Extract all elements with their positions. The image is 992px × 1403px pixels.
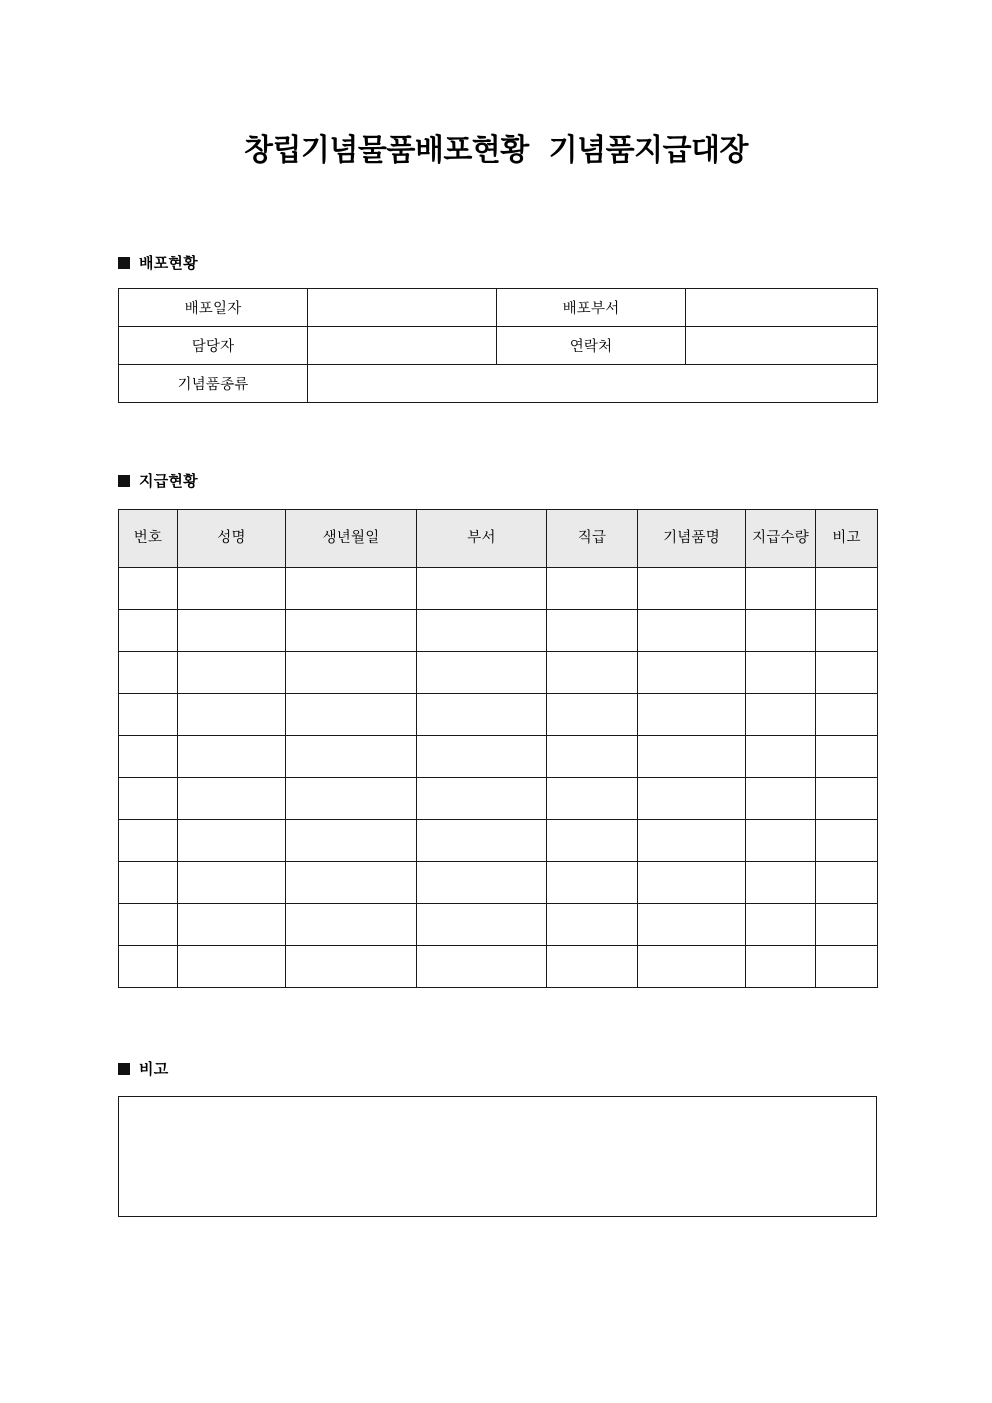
table-cell[interactable] [119, 946, 178, 988]
table-cell[interactable] [547, 610, 638, 652]
column-header-department: 부서 [417, 510, 547, 568]
table-cell[interactable] [746, 778, 816, 820]
table-cell[interactable] [119, 736, 178, 778]
table-cell[interactable] [638, 568, 746, 610]
table-row [119, 610, 878, 652]
distribution-table [118, 288, 878, 403]
section-heading-distribution [118, 252, 198, 273]
table-cell[interactable] [417, 904, 547, 946]
table-cell[interactable] [286, 736, 417, 778]
table-cell[interactable] [638, 652, 746, 694]
table-cell[interactable] [286, 946, 417, 988]
table-cell[interactable] [417, 568, 547, 610]
column-header-name: 성명 [178, 510, 286, 568]
table-cell[interactable] [816, 820, 878, 862]
table-row [119, 365, 878, 403]
table-cell[interactable] [746, 568, 816, 610]
payment-table [118, 509, 878, 988]
table-cell[interactable] [119, 778, 178, 820]
table-cell[interactable] [178, 946, 286, 988]
table-row [119, 289, 878, 327]
table-cell[interactable] [816, 946, 878, 988]
column-header-no: 번호 [119, 510, 178, 568]
table-cell[interactable] [746, 862, 816, 904]
table-cell[interactable] [816, 736, 878, 778]
field-value-souvenir-type[interactable] [308, 365, 878, 403]
table-cell[interactable] [638, 778, 746, 820]
table-cell[interactable] [286, 862, 417, 904]
field-label-contact: 연락처 [497, 327, 686, 365]
field-label-souvenir-type: 기념품종류 [119, 365, 308, 403]
payment-table-body [119, 568, 878, 988]
table-cell[interactable] [547, 778, 638, 820]
table-cell[interactable] [816, 862, 878, 904]
table-cell[interactable] [119, 820, 178, 862]
section-heading-remarks-label: 비고 [139, 1060, 169, 1078]
table-cell[interactable] [178, 568, 286, 610]
bullet-square-icon [118, 475, 130, 487]
table-cell[interactable] [816, 694, 878, 736]
table-cell[interactable] [286, 610, 417, 652]
section-heading-remarks [118, 1058, 168, 1079]
table-cell[interactable] [547, 862, 638, 904]
table-cell[interactable] [638, 946, 746, 988]
table-cell[interactable] [417, 820, 547, 862]
table-cell[interactable] [547, 736, 638, 778]
table-cell[interactable] [178, 820, 286, 862]
table-cell[interactable] [119, 862, 178, 904]
field-value-contact[interactable] [686, 327, 878, 365]
table-cell[interactable] [119, 694, 178, 736]
table-cell[interactable] [119, 904, 178, 946]
table-cell[interactable] [746, 904, 816, 946]
table-cell[interactable] [816, 778, 878, 820]
table-row [119, 694, 878, 736]
table-cell[interactable] [119, 568, 178, 610]
field-label-manager: 담당자 [119, 327, 308, 365]
table-row [119, 652, 878, 694]
table-cell[interactable] [286, 652, 417, 694]
column-header-quantity: 지급수량 [746, 510, 816, 568]
table-row [119, 904, 878, 946]
page-title: 창립기념물품배포현황 기념품지급대장 [243, 133, 749, 168]
table-cell[interactable] [816, 904, 878, 946]
table-row [119, 327, 878, 365]
table-cell[interactable] [746, 610, 816, 652]
bullet-square-icon [118, 257, 130, 269]
table-cell[interactable] [178, 652, 286, 694]
table-cell[interactable] [547, 694, 638, 736]
table-row [119, 568, 878, 610]
table-cell[interactable] [547, 820, 638, 862]
section-heading-distribution-label: 배포현황 [139, 254, 198, 272]
table-cell[interactable] [119, 610, 178, 652]
column-header-item-name: 기념품명 [638, 510, 746, 568]
table-cell[interactable] [638, 610, 746, 652]
table-cell[interactable] [286, 694, 417, 736]
table-cell[interactable] [417, 610, 547, 652]
section-heading-payment-label: 지급현황 [139, 472, 198, 490]
column-header-birthdate: 생년월일 [286, 510, 417, 568]
table-cell[interactable] [178, 862, 286, 904]
payment-table-header-row [119, 510, 878, 568]
table-row [119, 862, 878, 904]
table-cell[interactable] [286, 820, 417, 862]
table-row [119, 946, 878, 988]
field-value-distribution-dept[interactable] [686, 289, 878, 327]
table-cell[interactable] [816, 652, 878, 694]
table-cell[interactable] [816, 610, 878, 652]
table-cell[interactable] [178, 694, 286, 736]
table-cell[interactable] [746, 946, 816, 988]
table-cell[interactable] [286, 778, 417, 820]
table-cell[interactable] [547, 946, 638, 988]
field-value-manager[interactable] [308, 327, 497, 365]
table-cell[interactable] [417, 946, 547, 988]
table-cell[interactable] [178, 736, 286, 778]
table-cell[interactable] [417, 652, 547, 694]
table-cell[interactable] [638, 736, 746, 778]
section-heading-payment [118, 470, 198, 491]
table-cell[interactable] [547, 904, 638, 946]
table-cell[interactable] [417, 778, 547, 820]
table-cell[interactable] [746, 820, 816, 862]
table-cell[interactable] [638, 820, 746, 862]
table-cell[interactable] [638, 694, 746, 736]
remarks-textarea[interactable] [118, 1096, 877, 1217]
column-header-position: 직급 [547, 510, 638, 568]
table-cell[interactable] [547, 568, 638, 610]
table-cell[interactable] [417, 862, 547, 904]
table-cell[interactable] [746, 652, 816, 694]
table-cell[interactable] [417, 736, 547, 778]
table-cell[interactable] [286, 568, 417, 610]
table-cell[interactable] [816, 568, 878, 610]
table-cell[interactable] [746, 694, 816, 736]
bullet-square-icon [118, 1063, 130, 1075]
column-header-remarks: 비고 [816, 510, 878, 568]
field-label-distribution-date: 배포일자 [119, 289, 308, 327]
table-cell[interactable] [638, 862, 746, 904]
field-value-distribution-date[interactable] [308, 289, 497, 327]
table-cell[interactable] [746, 736, 816, 778]
field-label-distribution-dept: 배포부서 [497, 289, 686, 327]
table-cell[interactable] [417, 694, 547, 736]
table-cell[interactable] [178, 610, 286, 652]
table-cell[interactable] [119, 652, 178, 694]
table-cell[interactable] [286, 904, 417, 946]
table-row [119, 820, 878, 862]
table-row [119, 778, 878, 820]
table-cell[interactable] [178, 904, 286, 946]
table-cell[interactable] [178, 778, 286, 820]
table-cell[interactable] [547, 652, 638, 694]
table-row [119, 736, 878, 778]
table-cell[interactable] [638, 904, 746, 946]
